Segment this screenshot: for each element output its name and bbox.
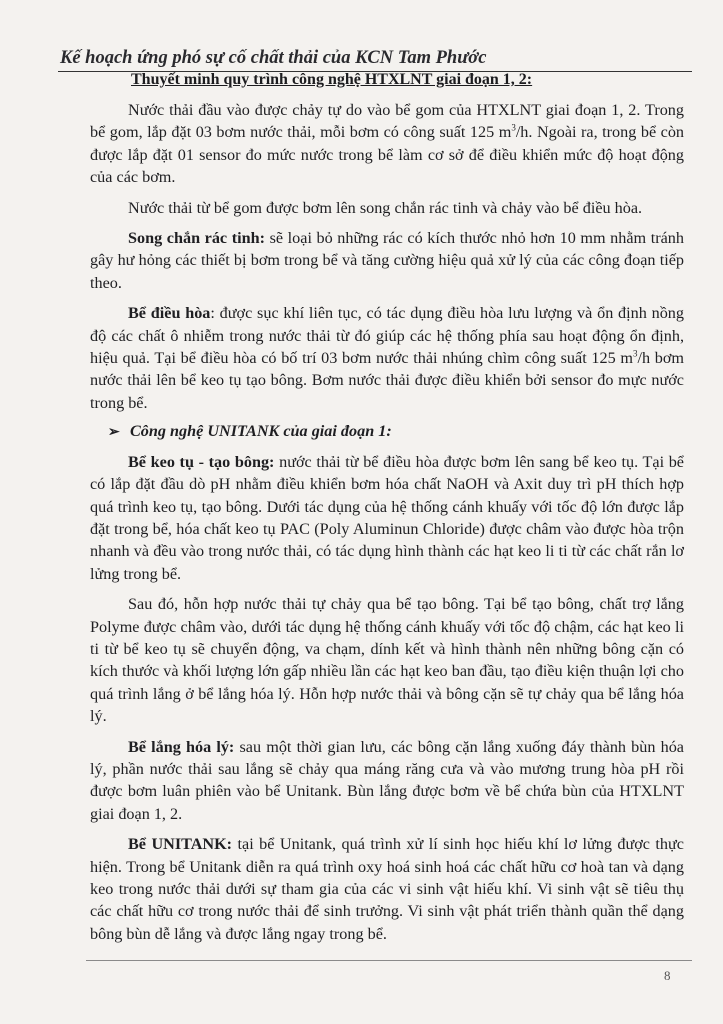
page-header-title: Kế hoạch ứng phó sự cố chất thải của KCN Tam Phước [60,48,487,68]
paragraph-settling-tank [90,736,684,826]
paragraph-equalization-text-a: : được sục khí liên tục, có tác dụng điều hòa lưu lượng và ổn định nồng độ các chất ô nhiễm trong nước thải từ đó giúp các hệ thống phía sau hoạt động ổn định, hiệu quả. Tại bể điều hòa có bố trí 03 bơm nước thải nhúng chìm công suất 125 m [90,304,684,368]
term-coagulation: Bể keo tụ - tạo bông: [128,452,275,471]
term-fine-screen: Song chắn rác tinh: [128,229,265,248]
paragraph-fine-screen [90,227,684,294]
paragraph-collection-pump: Nước thải từ bể gom được bơm lên song chắn rác tinh và chảy vào bể điều hòa. [128,198,643,217]
page-number: 8 [664,968,671,983]
paragraph-equalization-text-b: /h bơm nước thải lên bể keo tụ tạo bông. Bơm nước thải được điều khiển bởi sensor đo mực nước trong bể. [90,349,684,412]
paragraph-coagulation-text: nước thải từ bể điều hòa được bơm lên sang bể keo tụ. Tại bể có lắp đặt đầu dò pH nhằm điều khiển bơm hóa chất NaOH và Axit duy trì pH thích hợp quá trình keo tụ, tạo bông. Dưới tác dụng của hệ thống cánh khuấy với tốc độ lớn được lắp đặt trong bể, hóa chất keo tụ PAC (Poly Aluminun Chloride) được châm vào được hòa trộn nhanh và đều vào trong nước thải, có tác dụng hình thành các hạt keo li ti từ các chất rắn lơ lửng trong bể. [90,452,684,583]
paragraph-settling-text: sau một thời gian lưu, các bông cặn lắng xuống đáy thành bùn hóa lý, phần nước thải sau lắng sẽ chảy qua máng răng cưa và vào mương trung hòa pH rồi được bơm luân phiên vào bể Unitank. Bùn lắng được bơm về bể chứa bùn của HTXLNT giai đoạn 1, 2. [90,737,684,823]
paragraph-unitank-text: tại bể Unitank, quá trình xử lí sinh học hiếu khí lơ lửng được thực hiện. Trong bể Unitank diễn ra quá trình oxy hoá sinh hoá các chất hữu cơ hoà tan và dạng keo trong nước thải dưới sự tham gia của các vi sinh vật hiếu khí. Vi sinh vật sẽ tiêu thụ các chất hữu cơ trong nước thải để sinh trưởng. Vi sinh vật phát triển thành quần thể dạng bông bùn dễ lắng và được lắng ngay trong bể. [90,835,684,943]
superscript-3: 3 [511,123,516,134]
paragraph-coagulation [90,451,684,585]
document-body [90,99,684,953]
paragraph-intake [90,99,684,189]
paragraph-unitank [90,833,684,945]
term-settling-tank: Bể lắng hóa lý: [128,737,235,756]
arrow-bullet-icon: ➢ [108,425,120,441]
paragraph-intake-text-b: /h. Ngoài ra, trong bể còn được lắp đặt 01 sensor đo mức nước trong bể làm cơ sở để điều khiển mức độ hoạt động của các bơm. [90,123,685,187]
paragraph-equalization-tank [90,302,684,414]
footer-divider [86,960,692,961]
superscript-3: 3 [632,348,638,359]
paragraph-flocculation: Sau đó, hỗn hợp nước thải tự chảy qua bể tạo bông. Tại bể tạo bông, chất trợ lắng Polyme được châm vào, dưới tác dụng hệ thống cánh khuấy với tốc độ chậm, các hạt keo li ti từ bể keo tụ sẽ chuyển động, va chạm, dính kết và hình thành nên những bông cặn có kích thước và khối lượng lớn gấp nhiều lần các hạt keo ban đầu, tạo điều kiện thuận lợi cho quá trình lắng ở bể lắng hóa lý. Hỗn hợp nước thải và bông cặn sẽ tự chảy qua bể lắng hóa lý. [90,595,684,726]
paragraph-intake-text-a: Nước thải đầu vào được chảy tự do vào bể gom của HTXLNT giai đoạn 1, 2. Trong bể gom, lắp đặt 03 bơm nước thải, mỗi bơm có công suất 125 m [90,101,684,142]
paragraph-fine-screen-text: sẽ loại bỏ những rác có kích thước nhỏ hơn 10 mm nhằm tránh gây hư hỏng các thiết bị bơm trong bể và tăng cường hiệu quả xử lý của các công đoạn tiếp theo. [90,229,684,292]
term-equalization-tank: Bể điều hòa [128,304,211,323]
term-unitank: Bể UNITANK: [128,835,233,854]
subheading-unitank-text: Công nghệ UNITANK của giai đoạn 1: [130,422,392,441]
subheading-unitank [90,420,684,444]
section-title: Thuyết minh quy trình công nghệ HTXLNT giai đoạn 1, 2: [131,71,533,88]
